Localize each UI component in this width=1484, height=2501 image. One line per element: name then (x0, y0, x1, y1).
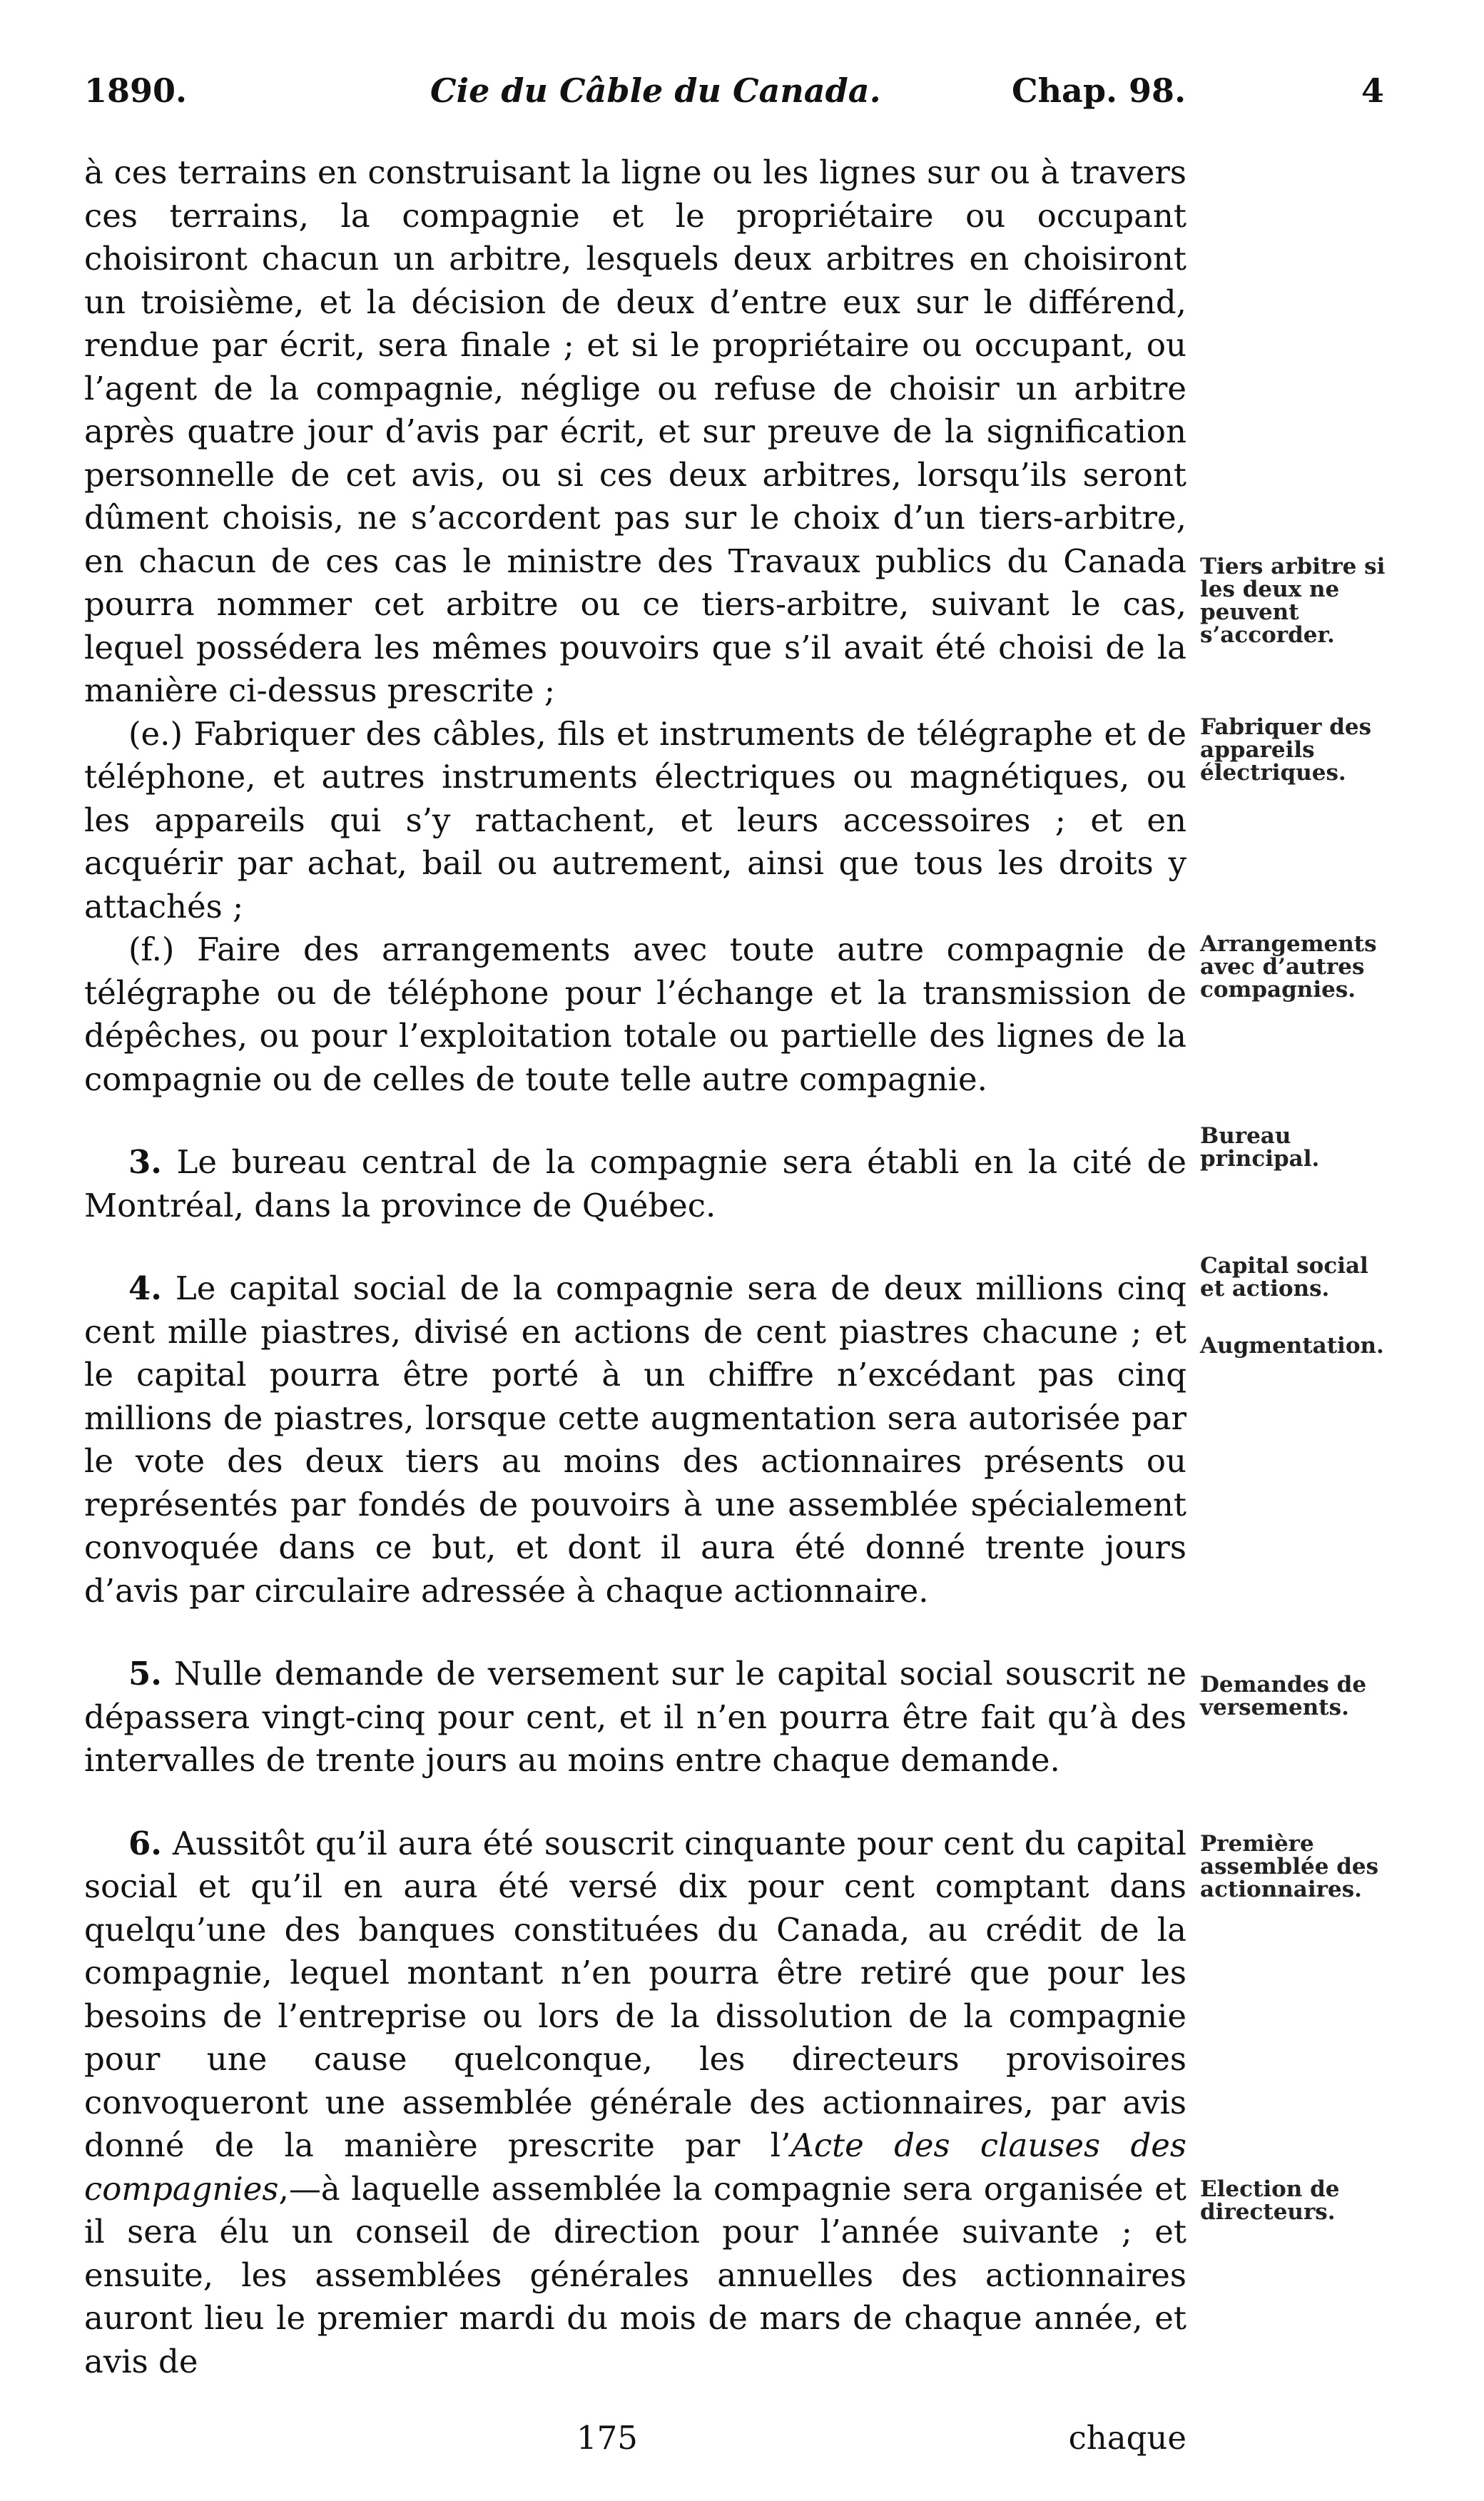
header-page-number: 4 (1361, 71, 1385, 110)
section-4-paragraph (84, 1267, 1186, 1613)
header-title: Cie du Câble du Canada. (430, 71, 881, 110)
paragraph-text: Le capital social de la compagnie sera de deux millions cinq cent mille piastres, divisé en actions de cent piastres chacune ; et le capital pourra être porté à un chiffre n’excédant pas cinq millions de piastres, lorsque cette augmentation sera autorisée par le vote des deux tiers au moins des actionnaires présents ou représentés par fondés de pouvoirs à une assemblée spécialement convoquée dans ce but, et dont il aura été donné trente jours d’avis par circulaire adressée à chaque actionnaire. (84, 1269, 1186, 1610)
section-3-paragraph (84, 1141, 1186, 1227)
paragraph-text: Aussitôt qu’il aura été souscrit cinquante pour cent du capital social et qu’il en aura été versé dix pour cent comptant dans quelqu’une des banques constituées du Canada, au crédit de la compagnie, lequel montant n’en pourra être retiré que pour les besoins de l’entreprise ou lors de la dissolution de la compagnie pour une cause quelconque, les directeurs provisoires convoqueront une assemblée générale des actionnaires, par avis donné de la manière prescrite par l’ (84, 1824, 1186, 2164)
section-number: 4. (128, 1269, 162, 1307)
continuation-paragraph (84, 151, 1186, 713)
margin-note-tiers-arbitre: Tiers arbitre si les deux ne peuvent s’accorder. (1200, 554, 1386, 648)
margin-note-arrangements: Arrangements avec d’autres compagnies. (1200, 931, 1377, 1003)
margin-note-augmentation: Augmentation. (1200, 1333, 1384, 1359)
item-label: (e.) (128, 714, 183, 753)
item-e-paragraph (84, 713, 1186, 929)
margin-note-fabriquer: Fabriquer des appareils électriques. (1200, 714, 1372, 786)
section-number: 3. (128, 1143, 162, 1181)
section-number: 6. (128, 1824, 162, 1862)
section-number: 5. (128, 1655, 162, 1693)
paragraph-text: Le bureau central de la compagnie sera établi en la cité de Montréal, dans la province de Québec. (84, 1143, 1186, 1224)
section-6-paragraph (84, 1822, 1186, 2384)
item-f-paragraph (84, 928, 1186, 1101)
margin-note-premiere-assemblee: Première assemblée des actionnaires. (1200, 1831, 1379, 1902)
header-year: 1890. (84, 71, 188, 110)
margin-note-bureau: Bureau principal. (1200, 1123, 1320, 1172)
paragraph-text: ,—à laquelle assemblée la compagnie sera organisée et il sera élu un conseil de direction pour l’année suivante ; et ensuite, les assemblées générales annuelles des actionnaires auront lieu le premier mardi du mois de mars de chaque année, et avis de (84, 2169, 1186, 2380)
header-chapter: Chap. 98. (1012, 71, 1186, 110)
running-header (84, 71, 1390, 121)
main-text-column (84, 151, 1186, 2383)
paragraph-text: Faire des arrangements avec toute autre compagnie de télégraphe ou de téléphone pour l’échange et la transmission de dépêches, ou pour l’exploitation totale ou partielle des lignes de la compagnie ou de celles de toute telle autre compagnie. (84, 930, 1186, 1098)
section-5-paragraph (84, 1653, 1186, 1782)
act-title-italic: Acte des clauses des compagnies (84, 2126, 1186, 2208)
margin-note-capital: Capital social et actions. (1200, 1253, 1368, 1302)
margin-note-election: Election de directeurs. (1200, 2176, 1340, 2225)
paragraph-text: à ces terrains en construisant la ligne ou les lignes sur ou à travers ces terrains, la compagnie et le propriétaire ou occupant choisiront chacun un arbitre, lesquels deux arbitres en choisiront un troisième, et la décision de deux d’entre eux sur le différend, rendue par écrit, sera finale ; et si le propriétaire ou occupant, ou l’agent de la compagnie, néglige ou refuse de choisir un arbitre après quatre jour d’avis par écrit, et sur preuve de la signification personnelle de cet avis, ou si ces deux arbitres, lorsqu’ils seront dûment choisis, ne s’accordent pas sur le choix d’un tiers-arbitre, en chacun de ces cas le ministre des Travaux publics du Canada pourra nommer cet arbitre ou ce tiers-arbitre, suivant le cas, lequel possédera les mêmes pouvoirs que s’il avait été choisi de la manière ci-dessus prescrite ; (84, 153, 1186, 709)
catchword: chaque (1068, 2419, 1186, 2457)
margin-note-demandes: Demandes de versements. (1200, 1672, 1367, 1720)
paragraph-text: Nulle demande de versement sur le capital social souscrit ne dépassera vingt-cinq pour cent, et il n’en pourra être fait qu’à des intervalles de trente jours au moins entre chaque demande. (84, 1655, 1186, 1779)
page-footer (84, 2419, 1186, 2469)
folio-number: 175 (576, 2419, 638, 2457)
paragraph-text: Fabriquer des câbles, fils et instruments de télégraphe et de téléphone, et autres instruments électriques ou magnétiques, ou les appareils qui s’y rattachent, et leurs accessoires ; et en acquérir par achat, bail ou autrement, ainsi que tous les droits y attachés ; (84, 714, 1186, 925)
item-label: (f.) (128, 930, 175, 968)
